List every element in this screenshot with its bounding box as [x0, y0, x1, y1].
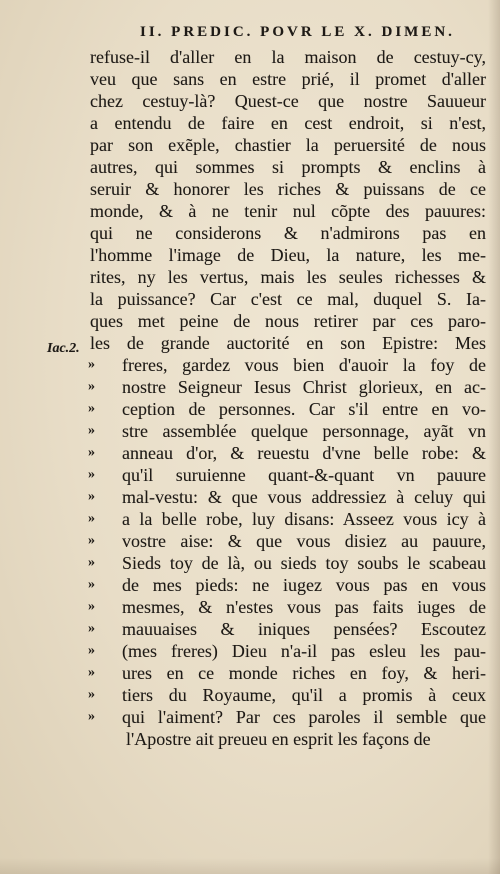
line-text: seruir & honorer les riches & puissans de ce: [90, 179, 486, 199]
line-text: qui l'aiment? Par ces paroles il semble que: [122, 707, 486, 727]
line-text: de mes pieds: ne iugez vous pas en vous: [122, 575, 486, 595]
quotation-mark: »: [88, 379, 95, 394]
line-text: l'homme l'image de Dieu, la nature, les me-: [90, 245, 486, 265]
text-line: [90, 508, 486, 530]
quotation-mark: »: [88, 577, 95, 592]
line-text: ures en ce monde riches en foy, & heri-: [122, 663, 486, 683]
quotation-mark: »: [88, 621, 95, 636]
line-text: a la belle robe, luy disans: Asseez vous icy à: [122, 509, 486, 529]
line-text: stre assemblée quelque personnage, ayãt vn: [122, 421, 486, 441]
line-text: (mes freres) Dieu n'a-il pas esleu les pau-: [122, 641, 486, 661]
text-line: [90, 442, 486, 464]
text-line: [90, 288, 486, 310]
line-text: chez cestuy-là? Quest-ce que nostre Sauueur: [90, 91, 486, 111]
text-line: [90, 156, 486, 178]
line-text: autres, qui sommes si prompts & enclins à: [90, 157, 486, 177]
text-line: [90, 68, 486, 90]
text-line: [90, 684, 486, 706]
text-line: [90, 398, 486, 420]
quotation-mark: »: [88, 467, 95, 482]
margin-note: Iac.2.: [47, 341, 80, 356]
running-head: II. PREDIC. POVR LE X. DIMEN.: [140, 24, 455, 40]
quotation-mark: »: [88, 665, 95, 680]
quotation-mark: »: [88, 445, 95, 460]
line-text: a entendu de faire en cest endroit, si n'est,: [90, 113, 486, 133]
line-text: ception de personnes. Car s'il entre en vo-: [122, 399, 486, 419]
text-line: [90, 266, 486, 288]
text-line: [90, 464, 486, 486]
quotation-mark: »: [88, 511, 95, 526]
text-line: [90, 112, 486, 134]
line-text: mal-vestu: & que vous addressiez à celuy qui: [122, 487, 486, 507]
quotation-mark: »: [88, 599, 95, 614]
line-text: tiers du Royaume, qu'il a promis à ceux: [122, 685, 486, 705]
text-line: [90, 332, 486, 354]
text-line: [90, 178, 486, 200]
text-line: [90, 420, 486, 442]
line-text: par son exẽple, chastier la peruersité de nous: [90, 135, 486, 155]
page-edge-shadow: [488, 0, 500, 874]
line-text: veu que sans en estre prié, il promet d'aller: [90, 69, 486, 89]
text-line: [90, 90, 486, 112]
line-text: refuse-il d'aller en la maison de cestuy-cy,: [90, 47, 486, 67]
line-text: ques met peine de nous retirer par ces paro-: [90, 311, 486, 331]
line-text: qu'il suruienne quant-&-quant vn pauure: [122, 465, 486, 485]
text-line: [90, 46, 486, 68]
text-line: [90, 596, 486, 618]
text-line: [90, 310, 486, 332]
text-line: [90, 640, 486, 662]
line-text: qui ne considerons & n'admirons pas en: [90, 223, 486, 243]
text-line: [90, 134, 486, 156]
line-text: freres, gardez vous bien d'auoir la foy de: [122, 355, 486, 375]
page-bottom-shadow: [0, 858, 500, 874]
text-line: [90, 376, 486, 398]
line-text: l'Apostre ait preueu en esprit les façons de: [126, 729, 431, 749]
text-line: [90, 618, 486, 640]
text-line: [90, 244, 486, 266]
text-line: [90, 486, 486, 508]
text-line: [90, 662, 486, 684]
line-text: les de grande auctorité en son Epistre: Mes: [90, 333, 486, 353]
line-text: nostre Seigneur Iesus Christ glorieux, en ac-: [122, 377, 486, 397]
quotation-mark: »: [88, 709, 95, 724]
body-text: [90, 46, 486, 750]
quotation-mark: »: [88, 401, 95, 416]
line-text: mesmes, & n'estes vous pas faits iuges de: [122, 597, 486, 617]
quotation-mark: »: [88, 357, 95, 372]
line-text: mauuaises & iniques pensées? Escoutez: [122, 619, 486, 639]
text-line: [90, 574, 486, 596]
quotation-mark: »: [88, 555, 95, 570]
line-text: monde, & à ne tenir nul cõpte des pauures:: [90, 201, 486, 221]
line-text: rites, ny les vertus, mais les seules richesses &: [90, 267, 486, 287]
quotation-mark: »: [88, 489, 95, 504]
text-line: [90, 530, 486, 552]
line-text: anneau d'or, & reuestu d'vne belle robe: &: [122, 443, 486, 463]
quotation-mark: »: [88, 423, 95, 438]
text-line: [90, 728, 486, 750]
text-line: [90, 354, 486, 376]
text-line: [90, 222, 486, 244]
quotation-mark: »: [88, 643, 95, 658]
text-line: [90, 200, 486, 222]
quotation-mark: »: [88, 687, 95, 702]
line-text: Sieds toy de là, ou sieds toy soubs le scabeau: [122, 553, 486, 573]
text-line: [90, 552, 486, 574]
line-text: vostre aise: & que vous disiez au pauure,: [122, 531, 486, 551]
text-line: [90, 706, 486, 728]
line-text: la puissance? Car c'est ce mal, duquel S. Ia-: [90, 289, 486, 309]
quotation-mark: »: [88, 533, 95, 548]
